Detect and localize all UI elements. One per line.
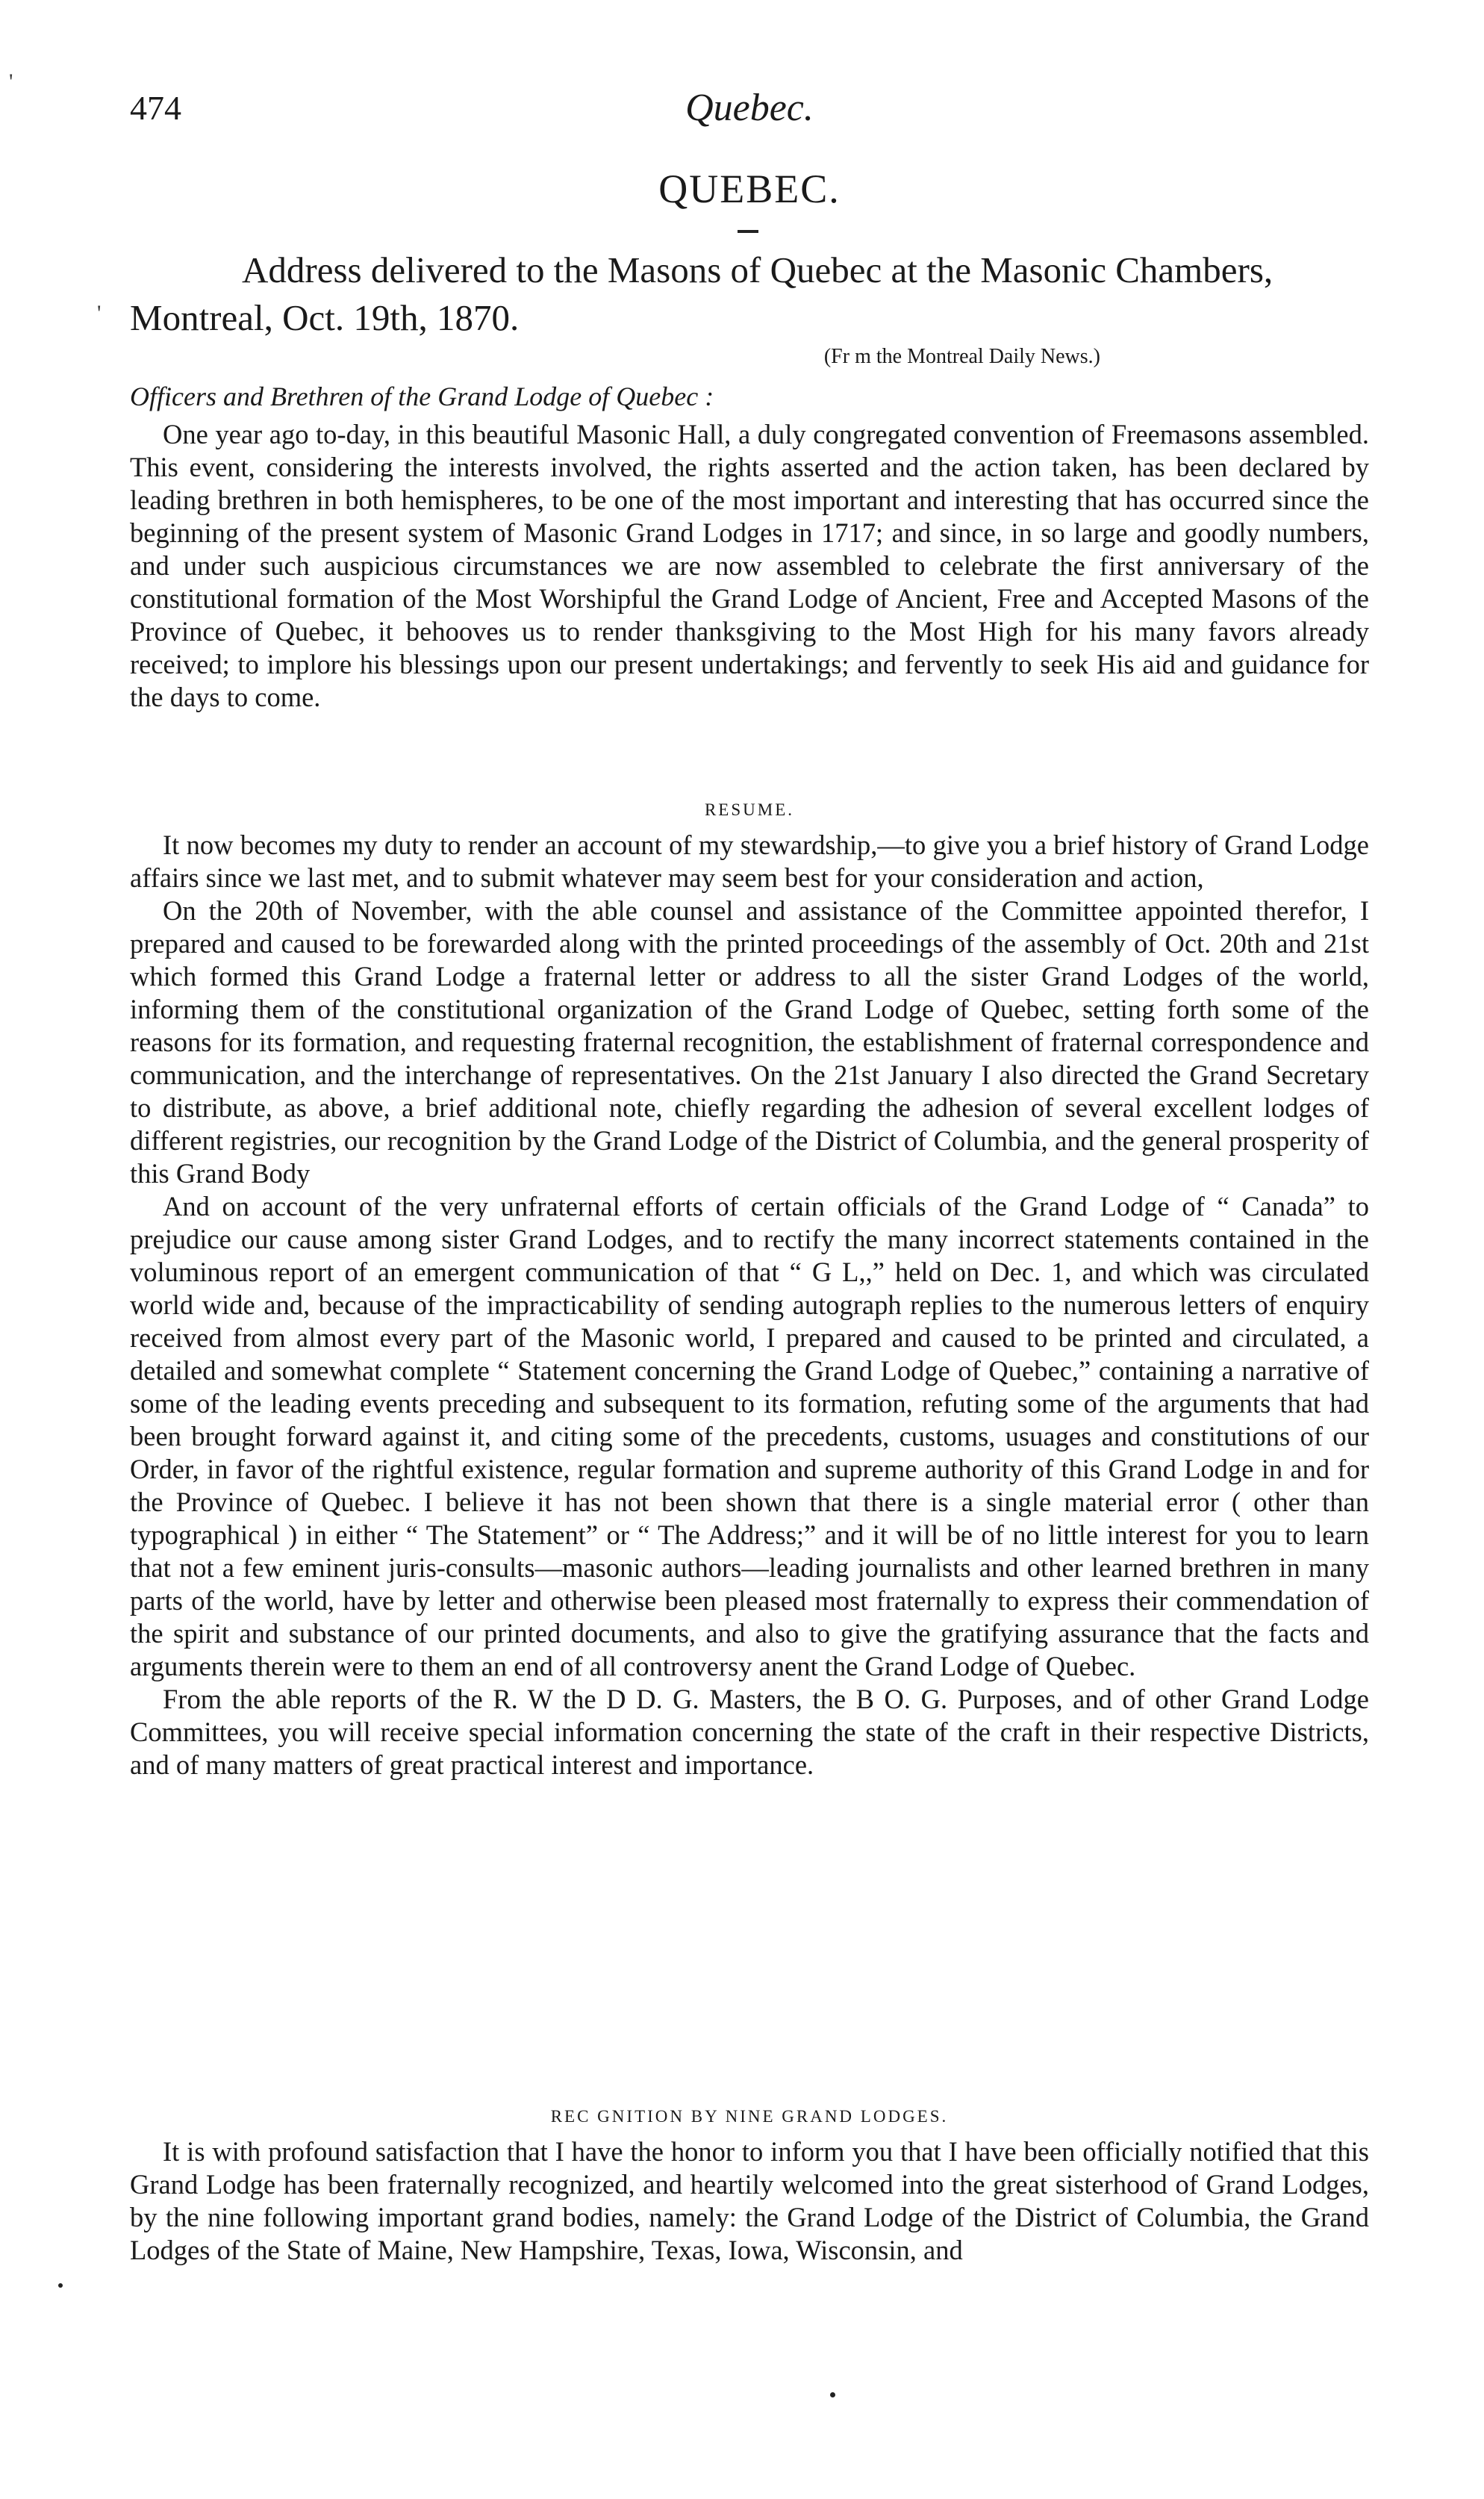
margin-dot	[58, 2283, 63, 2288]
resume-paragraph: From the able reports of the R. W the D D. G. Masters, the B O. G. Purposes, and of other Grand Lodge Committees, you will receive special information concerning the state of the craft in their respective Districts, and of many matters of great practical interest and importance.	[130, 1684, 1369, 1780]
source-note: (Fr m the Montreal Daily News.)	[823, 345, 1100, 368]
page-header	[130, 86, 1369, 138]
intro-paragraph: One year ago to-day, in this beautiful Masonic Hall, a duly congregated convention of Freemasons assembled. This event, considering the interests involved, the rights asserted and the action taken, has been declared by leading brethren in both hemispheres, to be one of the most important and interesting that has occurred since the beginning of the present system of Masonic Grand Lodges in 1717; and since, in so large and goodly numbers, and under such auspicious circumstances we are now assembled to celebrate the first anniversary of the constitutional formation of the Most Worshipful the Grand Lodge of Ancient, Free and Accepted Masons of the Province of Quebec, it behooves us to render thanksgiving to the Most High for his many favors already received; to implore his blessings upon our present undertakings; and fervently to seek His aid and guidance for the days to come.	[130, 419, 1369, 712]
salutation: Officers and Brethren of the Grand Lodge of Quebec :	[130, 382, 714, 411]
resume-paragraph: On the 20th of November, with the able counsel and assistance of the Committee appointed therefor, I prepared and caused to be forewarded along with the printed proceedings of the assembly of Oct. 20th and 21st which formed this Grand Lodge a fraternal letter or address to all the sister Grand Lodges of the world, informing them of the constitutional organization of the Grand Lodge of Quebec, setting forth some of the reasons for its formation, and requesting fraternal recognition, the establishment of fraternal correspondence and communication, and the interchange of representatives. On the 21st January I also directed the Grand Secretary to distribute, as above, a brief additional note, chiefly regarding the adhesion of several excellent lodges of different registries, our recognition by the Grand Lodge of the District of Columbia, and the general prosperity of this Grand Body	[130, 895, 1369, 1189]
recognition-section	[130, 2135, 1369, 2267]
page-dot	[830, 2392, 835, 2397]
title-rule	[738, 230, 758, 233]
running-head: Quebec.	[685, 87, 814, 129]
resume-paragraph: And on account of the very unfraternal efforts of certain officials of the Grand Lodge of “ Canada” to prejudice our cause among sister Grand Lodges, and to rectify the many incorrect statements contained in the voluminous report of an emergent communication of that “ G L,,” held on Dec. 1, and which was circulated world wide and, because of the impracticability of sending autograph replies to the numerous letters of enquiry received from almost every part of the Masonic world, I prepared and caused to be printed and circulated, a detailed and somewhat complete “ Statement concerning the Grand Lodge of Quebec,” containing a narrative of some of the leading events preceding and subsequent to its formation, refuting some of the arguments that had been brought forward against it, and citing some of the precedents, customs, usuages and constitutions of our Order, in favor of the rightful existence, regular formation and supreme authority of this Grand Lodge in and for the Province of Quebec. I believe it has not been shown that there is a single material error ( other than typographical ) in either “ The Statement” or “ The Address;” and it will be of no little interest for you to learn that not a few eminent juris-consults—masonic authors—leading journalists and other learned brethren in many parts of the world, have by letter and otherwise been pleased most fraternally to express their commendation of the spirit and substance of our printed documents, and also to give the gratifying assurance that the facts and arguments therein were to them an end of all controversy anent the Grand Lodge of Quebec.	[130, 1191, 1369, 1681]
intro-section	[130, 418, 1369, 714]
section-title: QUEBEC.	[658, 167, 841, 211]
page-number: 474	[130, 89, 181, 127]
recognition-paragraph: It is with profound satisfaction that I have the honor to inform you that I have been officially notified that this Grand Lodge has been fraternally recognized, and heartily welcomed into the great sisterhood of Grand Lodges, by the nine following important grand bodies, namely: the Grand Lodge of the District of Columbia, the Grand Lodges of the State of Maine, New Hampshire, Texas, Iowa, Wisconsin, and	[130, 2136, 1369, 2265]
recognition-heading: REC GNITION BY NINE GRAND LODGES.	[550, 2107, 949, 2126]
resume-paragraph: It now becomes my duty to render an account of my stewardship,—to give you a brief history of Grand Lodge affairs since we last met, and to submit whatever may seem best for your consideration and action,	[130, 830, 1369, 893]
resume-section	[130, 829, 1369, 1781]
resume-heading: RESUME.	[704, 800, 795, 819]
address-heading: Address delivered to the Masons of Quebec at the Masonic Chambers, Montreal, Oct. 19th, 1870.	[130, 249, 1273, 338]
margin-mark: '	[9, 69, 13, 94]
margin-mark: '	[97, 301, 102, 326]
